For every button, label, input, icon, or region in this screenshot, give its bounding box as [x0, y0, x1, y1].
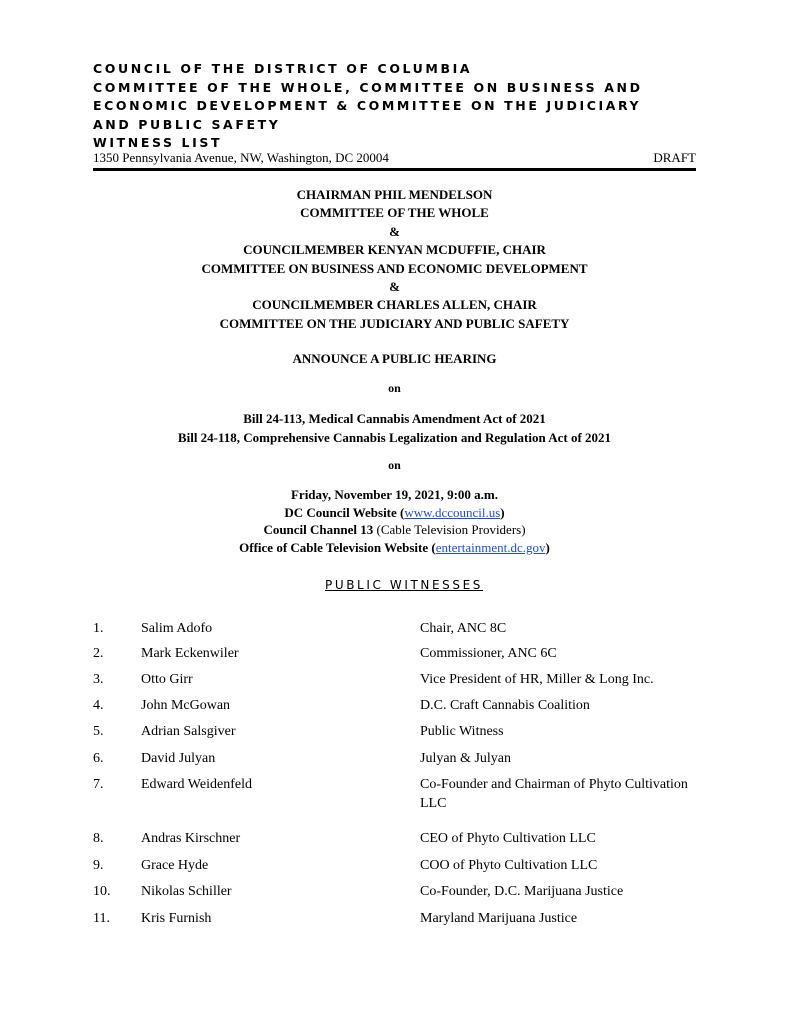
- header-divider: [93, 168, 696, 171]
- announce-line: &: [389, 279, 400, 295]
- bill-list: [93, 409, 696, 447]
- announce-line: CHAIRMAN PHIL MENDELSON: [296, 187, 493, 202]
- witness-affiliation: Maryland Marijuana Justice: [420, 911, 578, 926]
- witness-number: 1.: [93, 621, 104, 636]
- letterhead-line: ECONOMIC DEVELOPMENT & COMMITTEE ON THE JUDICIARY: [93, 98, 642, 114]
- bill-title: Bill 24-118, Comprehensive Cannabis Legalization and Regulation Act of 2021: [177, 430, 612, 445]
- letterhead: [93, 60, 703, 153]
- witness-number: 4.: [93, 698, 104, 713]
- witness-number: 9.: [93, 858, 104, 873]
- letterhead-line: COUNCIL OF THE DISTRICT OF COLUMBIA: [93, 61, 473, 76]
- channel-line: [93, 521, 696, 539]
- letterhead-line: WITNESS LIST: [93, 135, 223, 151]
- cable-label: Office of Cable Television Website: [239, 539, 429, 555]
- announce-line: COMMITTEE ON THE JUDICIARY AND PUBLIC SAFETY: [219, 315, 570, 331]
- witness-name: John McGowan: [141, 698, 231, 713]
- letterhead-line: COMMITTEE OF THE WHOLE, COMMITTEE ON BUSINESS AND: [93, 79, 643, 95]
- witness-number: 10.: [93, 884, 111, 899]
- witness-affiliation: Co-Founder, D.C. Marijuana Justice: [420, 884, 624, 899]
- hearing-datetime: Friday, November 19, 2021, 9:00 a.m.: [290, 487, 499, 502]
- council-website-link[interactable]: www.dccouncil.us: [404, 504, 501, 520]
- channel-note: (Cable Television Providers): [376, 522, 526, 537]
- witness-name: Nikolas Schiller: [141, 884, 232, 899]
- witness-affiliation: COO of Phyto Cultivation LLC: [420, 858, 598, 873]
- draft-label: DRAFT: [653, 150, 696, 165]
- announce-line: COUNCILMEMBER KENYAN MCDUFFIE, CHAIR: [243, 242, 546, 258]
- announce-line: COMMITTEE ON BUSINESS AND ECONOMIC DEVELOPMENT: [201, 260, 588, 276]
- witness-affiliation: CEO of Phyto Cultivation LLC: [420, 831, 596, 846]
- website-line: DC Council Website (www.dccouncil.us): [284, 504, 505, 520]
- hosting-committees: [93, 186, 696, 333]
- witness-number: 8.: [93, 831, 104, 846]
- witness-number: 7.: [93, 777, 104, 792]
- witness-affiliation: Julyan & Julyan: [420, 751, 511, 766]
- hearing-title: ANNOUNCE A PUBLIC HEARING: [292, 351, 497, 366]
- witness-name: Mark Eckenwiler: [141, 646, 239, 661]
- on-text: on: [388, 458, 401, 472]
- hearing-details: [93, 486, 696, 556]
- witness-name: Grace Hyde: [141, 858, 209, 873]
- witness-name: Edward Weidenfeld: [141, 777, 252, 792]
- witness-name: David Julyan: [141, 751, 216, 766]
- witness-name: Andras Kirschner: [141, 831, 241, 846]
- witness-affiliation: Commissioner, ANC 6C: [420, 646, 557, 661]
- council-address: 1350 Pennsylvania Avenue, NW, Washington, DC 20004: [93, 150, 389, 165]
- witness-name: Otto Girr: [141, 672, 193, 687]
- witness-affiliation: Co-Founder and Chairman of Phyto Cultivation LLC: [420, 777, 688, 811]
- announce-line: &: [389, 223, 400, 239]
- on-text: on: [388, 381, 401, 395]
- witness-number: 2.: [93, 646, 104, 661]
- witness-number: 6.: [93, 751, 104, 766]
- witness-name: Kris Furnish: [141, 911, 212, 926]
- cable-line: Office of Cable Television Website (entertainment.dc.gov): [239, 539, 550, 555]
- channel-label: Council Channel 13: [263, 522, 374, 537]
- announce-line: COUNCILMEMBER CHARLES ALLEN, CHAIR: [252, 297, 537, 313]
- witness-name: Salim Adofo: [141, 621, 213, 636]
- witness-affiliation: Chair, ANC 8C: [420, 621, 507, 636]
- witness-number: 5.: [93, 724, 104, 739]
- witness-number: 3.: [93, 672, 104, 687]
- website-label: DC Council Website: [284, 504, 397, 520]
- witness-affiliation: Public Witness: [420, 724, 504, 739]
- witness-affiliation: D.C. Craft Cannabis Coalition: [420, 698, 590, 713]
- cable-website-link[interactable]: entertainment.dc.gov: [435, 539, 546, 555]
- bill-title: Bill 24-113, Medical Cannabis Amendment Act of 2021: [243, 411, 546, 426]
- witness-affiliation: Vice President of HR, Miller & Long Inc.: [420, 672, 654, 687]
- witness-number: 11.: [93, 911, 110, 926]
- witness-name: Adrian Salsgiver: [141, 724, 236, 739]
- announce-line: COMMITTEE OF THE WHOLE: [300, 205, 489, 221]
- section-title: PUBLIC WITNESSES: [325, 578, 483, 592]
- letterhead-line: AND PUBLIC SAFETY: [93, 116, 281, 132]
